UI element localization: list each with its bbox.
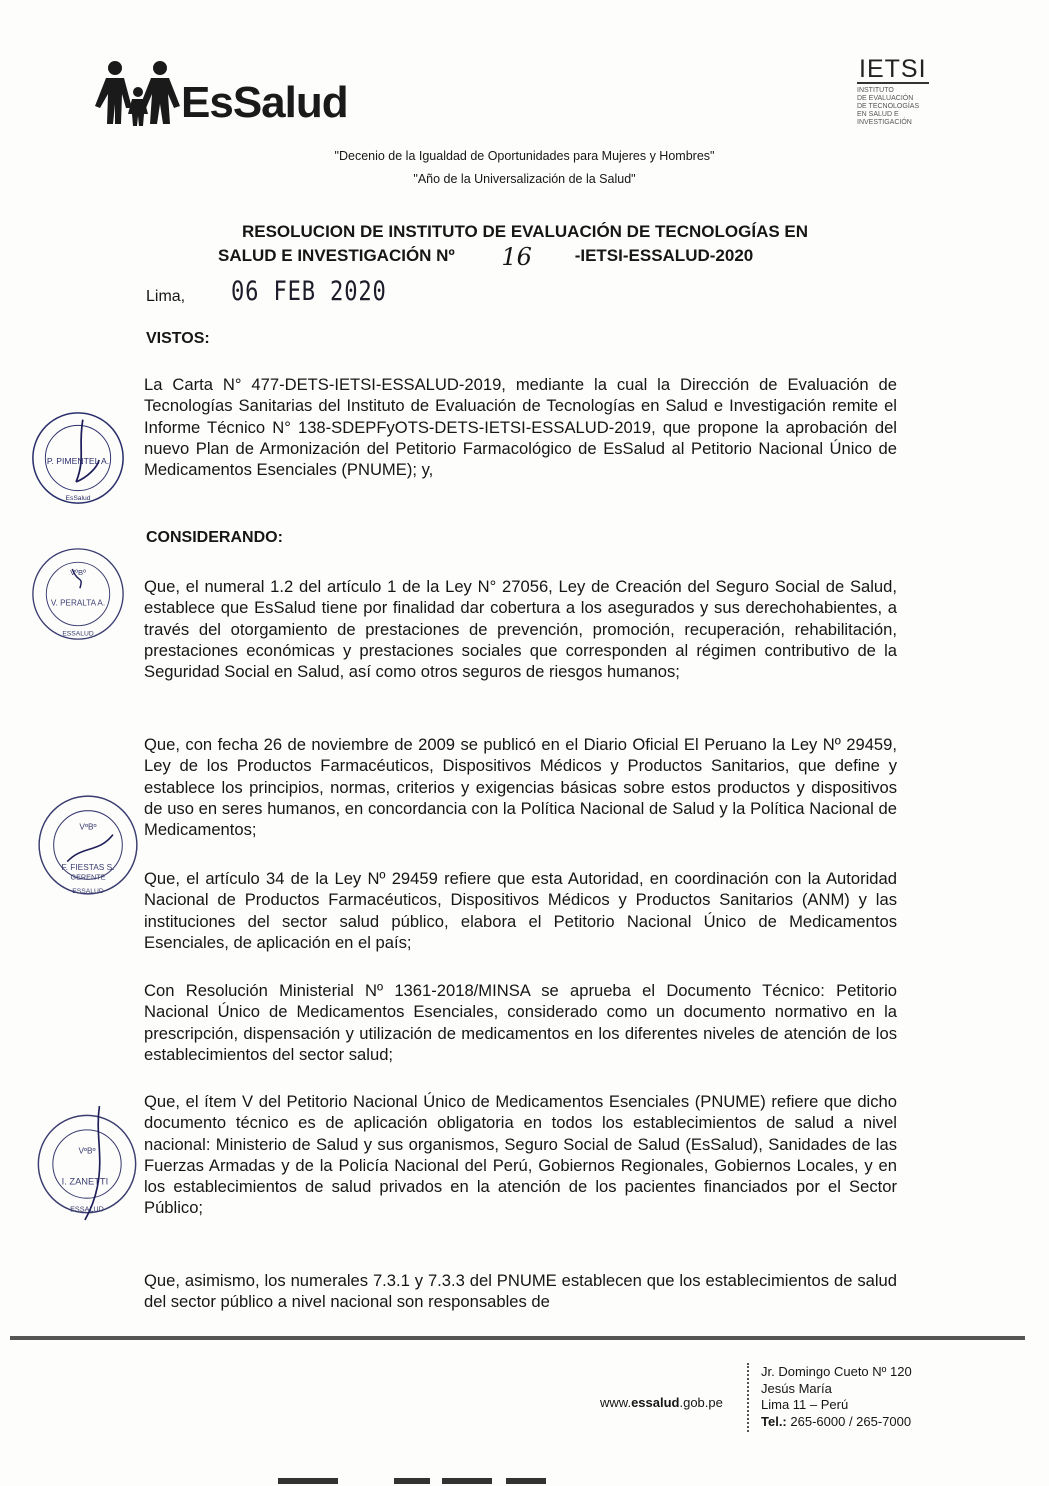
website-prefix: www. (600, 1395, 632, 1410)
scan-mark (442, 1478, 492, 1484)
paragraph-considerando-3: Que, el artículo 34 de la Ley Nº 29459 refiere que esta Autoridad, en coordinación con la Autoridad Nacional de Productos Farmacéuticos, Dispositivos Médicos y Productos Sanitarios (ANM) y las instituciones del sector salud público, elabora el Petitorio Nacional Único de Medicamentos Esenciales, de aplicación en el país; (144, 869, 897, 952)
address-line: Jr. Domingo Cueto Nº 120 (761, 1364, 912, 1379)
stamp-vobo: VºBº (70, 567, 86, 577)
phone-label: Tel.: (761, 1413, 787, 1429)
footer-website[interactable] (600, 1395, 723, 1410)
date-stamp: 06 FEB 2020 (231, 276, 387, 307)
ietsi-sub-line: EN SALUD E (857, 111, 899, 118)
seal-stamp-peralta (30, 546, 126, 642)
title-line2-suffix: -IETSI-ESSALUD-2020 (574, 246, 754, 265)
stamp-signer: I. ZANETTI (61, 1176, 109, 1187)
stamp-ring: ESSALUD (62, 630, 94, 638)
stamp-vobo: VºBº (79, 821, 97, 832)
stamp-ring: ESSALUD (70, 1204, 104, 1214)
section-vistos: VISTOS: (146, 330, 210, 347)
paragraph-considerando-5: Que, el ítem V del Petitorio Nacional Único de Medicamentos Esenciales (PNUME) refiere que dicho documento técnico es de aplicación obligatoria en todos los establecimientos de salud a nivel nacional: Ministerio de Salud y sus organismos, Seguro Social de Salud (EsSalud), Sanidades de las Fuerzas Armadas y de la Policía Nacional del Perú, Gobiernos Regionales, Gobiernos Locales, y en los establecimientos de salud privados en la atención de los pacientes financiados por el Sector Público; (144, 1092, 897, 1218)
footer-address (761, 1364, 912, 1430)
slogan-anio: "Año de la Universalización de la Salud" (413, 172, 636, 186)
resolution-title-line1: RESOLUCION DE INSTITUTO DE EVALUACIÓN DE TECNOLOGÍAS EN (241, 222, 809, 241)
handwritten-number: 16 (501, 243, 532, 271)
phone-number: 265-6000 / 265-7000 (790, 1413, 912, 1429)
stamp-vobo: VºBº (78, 1146, 96, 1156)
stamp-signer: P. PIMENTEL A. (46, 455, 110, 466)
stamp-signer: V. PERALTA A. (50, 598, 106, 608)
slogan-decenio: "Decenio de la Igualdad de Oportunidades para Mujeres y Hombres" (334, 149, 715, 163)
family-figures-icon (88, 58, 188, 128)
ietsi-sub-line: DE EVALUACIÓN (857, 95, 914, 102)
paragraph-considerando-1: Que, el numeral 1.2 del artículo 1 de la Ley N° 27056, Ley de Creación del Seguro Social de Salud, establece que EsSalud tiene por finalidad dar cobertura a los asegurados y sus derechohabientes, a través del otorgamiento de prestaciones de prevención, promoción, recuperación, rehabilitación, prestaciones económicas y prestaciones sociales que corresponden al régimen contributivo de la Seguridad Social en Salud, así como otros seguros de riesgos humanos; (144, 577, 897, 682)
scan-mark (506, 1478, 546, 1484)
section-considerando: CONSIDERANDO: (146, 529, 283, 546)
footer-divider (10, 1336, 1025, 1340)
seal-stamp-fiestas (36, 793, 140, 897)
website-suffix: .gob.pe (679, 1395, 723, 1410)
address-line: Jesús María (761, 1380, 832, 1396)
stamp-signer: F. FIESTAS S. (61, 861, 115, 872)
scan-mark (278, 1478, 338, 1484)
ietsi-logo-title: IETSI (859, 55, 927, 83)
seal-stamp-dets (30, 410, 126, 506)
ietsi-logo (857, 56, 927, 127)
ietsi-sub-line: INVESTIGACIÓN (857, 119, 912, 126)
address-line: Lima 11 – Perú (761, 1397, 849, 1412)
footer-separator (747, 1363, 749, 1432)
stamp-ring: EsSalud (65, 495, 91, 503)
date-label: Lima, (146, 288, 186, 305)
ietsi-logo-subtitle (857, 87, 927, 127)
paragraph-considerando-4: Con Resolución Ministerial Nº 1361-2018/MINSA se aprueba el Documento Técnico: Petitorio Nacional Único de Medicamentos Esenciales, considerado como un documento normativo en la prescripción, dispensación y utilización de medicamentos en los diferentes niveles de atención de los establecimientos del sector salud; (144, 981, 897, 1064)
paragraph-considerando-6: Que, asimismo, los numerales 7.3.1 y 7.3.3 del PNUME establecen que los establecimientos de salud del sector público a nivel nacional son responsables de (144, 1271, 897, 1312)
phone-line (761, 1414, 912, 1431)
essalud-logo-text: EsSalud (181, 78, 348, 127)
stamp-ring: ESSALUD (72, 887, 104, 895)
ietsi-sub-line: INSTITUTO (857, 87, 894, 94)
scan-mark (394, 1478, 430, 1484)
title-line2-prefix: SALUD E INVESTIGACIÓN Nº (218, 246, 455, 265)
paragraph-considerando-2: Que, con fecha 26 de noviembre de 2009 se publicó en el Diario Oficial El Peruano la Ley Nº 29459, Ley de los Productos Farmacéuticos, Dispositivos Médicos y Productos Sanitarios, que define y establece los principios, normas, criterios y exigencias básicas sobre estos productos y dispositivos de uso en seres humanos, en concordancia con la Política Nacional de Salud y la Política Nacional de Medicamentos; (144, 735, 897, 840)
stamp-role: GERENTE (70, 872, 106, 882)
resolution-title-line2 (218, 243, 838, 271)
seal-stamp-zanetti (35, 1104, 139, 1222)
ietsi-sub-line: DE TECNOLOGÍAS (857, 103, 920, 110)
paragraph-vistos: La Carta N° 477-DETS-IETSI-ESSALUD-2019, mediante la cual la Dirección de Evaluación de Tecnologías Sanitarias del Instituto de Evaluación de Tecnologías en Salud e Investigación remite el Informe Técnico N° 138-SDEPFyOTS-DETS-IETSI-ESSALUD-2019, que propone la aprobación del nuevo Plan de Armonización del Petitorio Farmacológico de EsSalud al Petitorio Nacional Único de Medicamentos Esenciales (PNUME); y, (144, 375, 897, 480)
website-domain: essalud (631, 1395, 680, 1410)
